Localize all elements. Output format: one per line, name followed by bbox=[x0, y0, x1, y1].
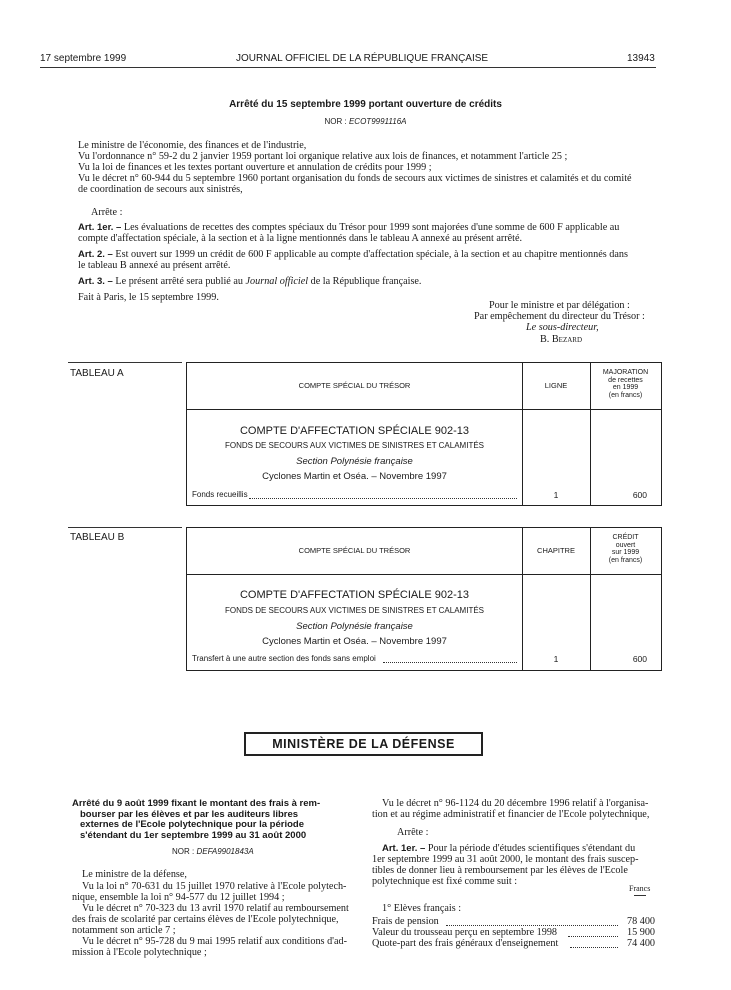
article-3-journal: Journal officiel bbox=[245, 276, 309, 287]
signature-line-1: Pour le ministre et par délégation : bbox=[489, 300, 630, 311]
col-heading-line: CRÉDIT bbox=[612, 534, 639, 541]
arrete-line-vu-loi: Vu la loi de finances et les textes portant ouverture et annulation de crédits pour 1999 ; bbox=[78, 162, 432, 173]
col-heading-line: MAJORATION bbox=[602, 369, 649, 376]
article-3 bbox=[78, 276, 421, 287]
arrete-nor bbox=[0, 117, 731, 126]
arrete2-article-1-label: Art. 1er. – bbox=[382, 843, 426, 854]
nor-value: ECOT9991116A bbox=[348, 117, 407, 126]
article-3-pre: Le présent arrêté sera publié au bbox=[115, 276, 243, 287]
eleves-francais: 1° Elèves français : bbox=[382, 903, 462, 914]
article-1 bbox=[78, 222, 619, 233]
tableau-a-section: Section Polynésie française bbox=[296, 456, 413, 467]
tableau-b-col-compte: COMPTE SPÉCIAL DU TRÉSOR bbox=[298, 546, 411, 555]
arrete2-right-line: Vu le décret n° 96-1124 du 20 décembre 1996 relatif à l'organisa- bbox=[382, 798, 649, 809]
item-value: 74 400 bbox=[627, 938, 656, 949]
arrete2-title-line: s'étendant du 1er septembre 1999 au 31 août 2000 bbox=[80, 829, 307, 841]
tableau-a-col-ligne: LIGNE bbox=[544, 381, 568, 390]
tableau-a-label: TABLEAU A bbox=[70, 368, 124, 379]
arrete-title: Arrêté du 15 septembre 1999 portant ouverture de crédits bbox=[229, 99, 502, 110]
arrete2-line: Vu le décret n° 95-728 du 9 mai 1995 relatif aux conditions d'ad- bbox=[82, 936, 348, 947]
ministere-title: MINISTÈRE DE LA DÉFENSE bbox=[272, 737, 455, 751]
tableau-a-rule bbox=[68, 362, 182, 363]
item-value: 15 900 bbox=[627, 927, 656, 938]
tableau-b-row-label: Transfert à une autre section des fonds sans emploi bbox=[192, 654, 376, 663]
signature-name: B. Bezard bbox=[540, 334, 583, 345]
leader-dots bbox=[446, 925, 618, 926]
col-heading-line: sur 1999 bbox=[611, 549, 640, 556]
francs-rule bbox=[634, 895, 646, 896]
arrete2-line: Vu la loi n° 70-631 du 15 juillet 1970 relative à l'Ecole polytech- bbox=[82, 881, 347, 892]
signature-line-3: Le sous-directeur, bbox=[526, 322, 599, 333]
tableau-a-col-majoration bbox=[590, 369, 661, 399]
col-heading-line: en 1999 bbox=[612, 384, 639, 391]
arrete2-title-line: bourser par les élèves et par les auditeurs libres bbox=[80, 808, 299, 820]
fait-a-paris: Fait à Paris, le 15 septembre 1999. bbox=[78, 292, 219, 303]
arrete-line-ministre: Le ministre de l'économie, des finances et de l'industrie, bbox=[78, 140, 307, 151]
arrete2-article-1-text: Pour la période d'études scientifiques s'étendant du bbox=[427, 843, 636, 854]
francs-label: Francs bbox=[629, 884, 651, 893]
arrete2-title bbox=[72, 799, 320, 841]
item-label: Frais de pension bbox=[372, 916, 439, 927]
nor-label: NOR : bbox=[172, 847, 195, 856]
tableau-a-cyclones: Cyclones Martin et Oséa. – Novembre 1997 bbox=[262, 471, 447, 482]
item-label: Valeur du trousseau perçu en septembre 1998 bbox=[372, 927, 558, 938]
arrete2-right-line: tion et au régime administratif et financier de l'Ecole polytechnique, bbox=[372, 809, 650, 820]
col-heading-line: ouvert bbox=[615, 541, 636, 549]
col-heading-line: (en francs) bbox=[608, 391, 643, 399]
arrete2-line: des frais de scolarité par certains élèves de l'Ecole polytechnique, bbox=[72, 914, 339, 925]
leader-dots bbox=[249, 498, 517, 499]
tableau-b-col-credit bbox=[590, 534, 661, 564]
arrete2-title-line: externes de l'Ecole polytechnique pour la période bbox=[80, 819, 304, 830]
article-2 bbox=[78, 249, 628, 260]
header-page-number: 13943 bbox=[627, 53, 655, 64]
tableau-a-fonds: FONDS DE SECOURS AUX VICTIMES DE SINISTRES ET CALAMITÉS bbox=[224, 441, 484, 450]
arrete2-article-1-cont: 1er septembre 1999 au 31 août 2000, le montant des frais suscep- bbox=[372, 854, 639, 865]
arrete2-line: mission à l'Ecole polytechnique ; bbox=[72, 947, 207, 958]
tableau-b-cyclones: Cyclones Martin et Oséa. – Novembre 1997 bbox=[262, 636, 447, 647]
header-date: 17 septembre 1999 bbox=[40, 53, 127, 64]
tableau-b-section: Section Polynésie française bbox=[296, 621, 413, 632]
signature-line-2: Par empêchement du directeur du Trésor : bbox=[474, 311, 645, 322]
tableau-a-table bbox=[186, 362, 662, 506]
arrete2-article-1-cont: polytechnique est fixé comme suit : bbox=[372, 876, 518, 887]
article-1-text: Les évaluations de recettes des comptes spéciaux du Trésor pour 1999 sont majorées d'une somme de 600 F applicable au bbox=[123, 222, 620, 233]
tableau-a-row-label: Fonds recueillis bbox=[192, 490, 248, 499]
arrete2-line: Vu le décret n° 70-323 du 13 avril 1970 relatif au remboursement bbox=[82, 903, 349, 914]
col-heading-line: (en francs) bbox=[608, 556, 643, 564]
article-1-cont: compte d'affectation spéciale, à la section et à la ligne mentionnés dans le tableau A annexé au présent arrêté. bbox=[78, 233, 523, 244]
tableau-b-rule bbox=[68, 527, 182, 528]
article-3-post: de la République française. bbox=[310, 276, 422, 287]
article-3-label: Art. 3. – bbox=[78, 276, 113, 287]
tableau-b-fonds: FONDS DE SECOURS AUX VICTIMES DE SINISTRES ET CALAMITÉS bbox=[224, 606, 484, 615]
leader-dots bbox=[570, 947, 618, 948]
tableau-a-col-compte: COMPTE SPÉCIAL DU TRÉSOR bbox=[298, 381, 411, 390]
item-label: Quote-part des frais généraux d'enseignement bbox=[372, 938, 559, 949]
tableau-b-col-chapitre: CHAPITRE bbox=[537, 546, 575, 555]
tableau-b-label: TABLEAU B bbox=[70, 532, 125, 543]
tableau-b-row-amount: 600 bbox=[632, 654, 647, 664]
article-2-label: Art. 2. – bbox=[78, 249, 113, 260]
tableau-b-compte: COMPTE D'AFFECTATION SPÉCIALE 902-13 bbox=[239, 589, 470, 601]
arrete-line-vu-ordonnance: Vu l'ordonnance n° 59-2 du 2 janvier 1959 portant loi organique relative aux lois de finances, et notamment l'article 25 ; bbox=[78, 151, 568, 162]
tableau-a-row-amount: 600 bbox=[632, 490, 647, 500]
nor-value: DEFA9901843A bbox=[196, 847, 254, 856]
tableau-b-row-chapitre: 1 bbox=[553, 654, 559, 664]
ministere-banner bbox=[244, 732, 483, 756]
arrete-line-vu-decret: Vu le décret n° 60-944 du 5 septembre 1960 portant organisation du fonds de secours aux victimes de sinistres et calamités et du comité bbox=[78, 173, 632, 184]
arrete2-line: nique, ensemble la loi n° 94-577 du 12 juillet 1994 ; bbox=[72, 892, 285, 903]
arrete2-line: notamment son article 7 ; bbox=[72, 925, 176, 936]
arrete2-article-1 bbox=[382, 843, 635, 854]
item-value: 78 400 bbox=[627, 916, 656, 927]
arrete2-nor bbox=[172, 847, 254, 856]
leader-dots bbox=[568, 936, 618, 937]
arrete2-title-line: Arrêté du 9 août 1999 fixant le montant des frais à rem- bbox=[72, 798, 321, 809]
arrete2-line: Le ministre de la défense, bbox=[82, 869, 187, 880]
header-rule bbox=[40, 67, 656, 68]
tableau-a-compte: COMPTE D'AFFECTATION SPÉCIALE 902-13 bbox=[239, 425, 470, 437]
col-heading-line: de recettes bbox=[608, 376, 643, 384]
nor-label: NOR : bbox=[324, 117, 347, 126]
tableau-b-table bbox=[186, 527, 662, 671]
leader-dots bbox=[383, 662, 517, 663]
article-2-cont: le tableau B annexé au présent arrêté. bbox=[78, 260, 231, 271]
arrete2-arrete: Arrête : bbox=[397, 827, 429, 838]
arrete2-article-1-cont: tibles de donner lieu à remboursement par les élèves de l'Ecole bbox=[372, 865, 628, 876]
article-2-text: Est ouvert sur 1999 un crédit de 600 F applicable au compte d'affectation spéciale, à la section et au chapitre mentionnés dans bbox=[115, 249, 628, 260]
francs-heading bbox=[629, 884, 650, 896]
header-journal: JOURNAL OFFICIEL DE LA RÉPUBLIQUE FRANÇAISE bbox=[236, 53, 489, 64]
arrete-line-vu-decret-cont: de coordination de secours aux sinistrés, bbox=[78, 184, 243, 195]
article-1-label: Art. 1er. – bbox=[78, 222, 122, 233]
arrete-line-arrete: Arrête : bbox=[91, 207, 123, 218]
tableau-a-row-ligne: 1 bbox=[553, 490, 559, 500]
